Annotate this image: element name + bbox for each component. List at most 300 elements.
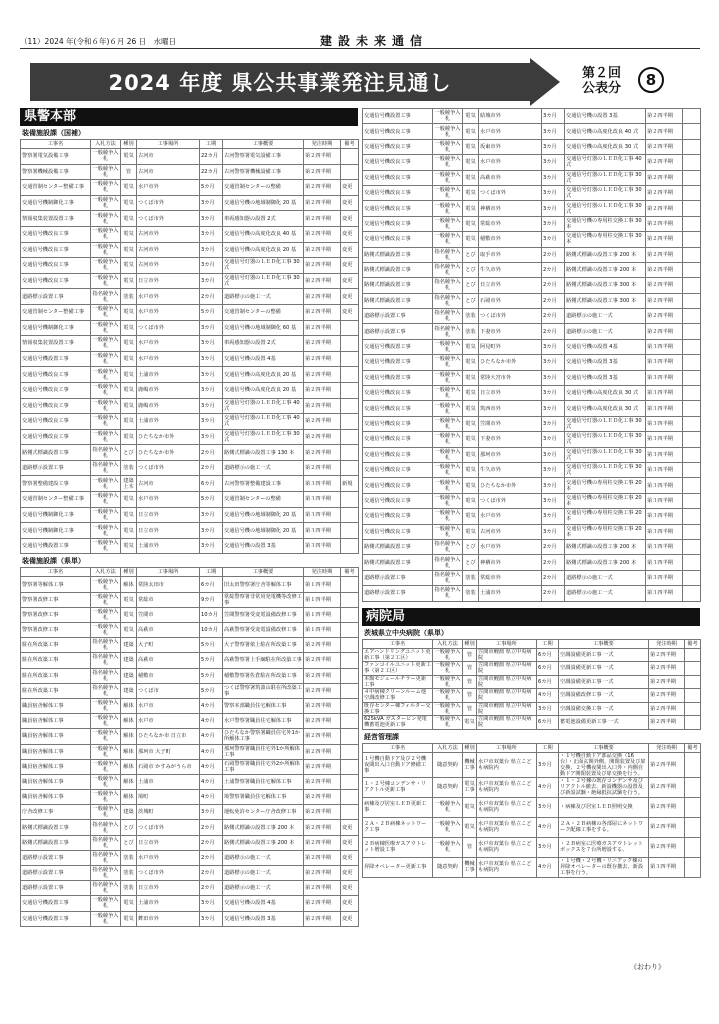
table-cell: 水戸市外 bbox=[137, 850, 200, 865]
column-header: 工事概要 bbox=[559, 743, 649, 752]
table-cell: 変更 bbox=[341, 242, 359, 258]
table-cell: 職員宿舎解体工事 bbox=[21, 714, 91, 729]
table-cell: 交通信号機の高度化改良 30 式 bbox=[565, 401, 646, 416]
table-row bbox=[21, 336, 359, 352]
table-cell: 解体 bbox=[121, 714, 137, 729]
table-cell bbox=[341, 398, 359, 414]
table-cell: 電気 bbox=[121, 507, 137, 523]
table-cell: 一般競争入札 bbox=[433, 155, 463, 170]
table-cell: 4カ月 bbox=[200, 729, 223, 744]
column-header: 入札方法 bbox=[91, 568, 121, 577]
table-cell bbox=[683, 309, 701, 324]
table-cell: 一般競争入札 bbox=[433, 797, 463, 817]
table-row bbox=[21, 211, 359, 227]
table-cell: 警察署改修工事 bbox=[21, 623, 91, 638]
table-row bbox=[363, 462, 701, 477]
table-cell: 交通信号機改良工事 bbox=[363, 401, 433, 416]
table-row bbox=[363, 247, 701, 262]
table-cell: 道路標示の施工一式 bbox=[223, 881, 304, 896]
table-cell: つくば市 bbox=[137, 683, 200, 698]
table-cell: 一般競争入札 bbox=[91, 336, 121, 352]
table-cell: ・２Ｂ病室に医療ガスアウトレットボックスを７台所増設する。 bbox=[559, 837, 649, 857]
table-cell bbox=[341, 592, 359, 607]
table-row bbox=[363, 586, 701, 601]
table-cell: 10カ月 bbox=[200, 607, 223, 622]
table-cell: 変更 bbox=[341, 226, 359, 242]
table-cell: 第２四半期 bbox=[646, 109, 683, 124]
table-cell: 第３四半期 bbox=[646, 462, 683, 477]
table-cell: 3カ月 bbox=[200, 336, 223, 352]
table-cell: 交通信号機改良工事 bbox=[363, 124, 433, 139]
table-cell: 建築 bbox=[121, 805, 137, 820]
table-cell: 2カ月 bbox=[542, 293, 565, 308]
table-row bbox=[363, 509, 701, 524]
table-cell: 境警察署職員住宅解体工事 bbox=[223, 790, 304, 805]
table-cell: 3カ月 bbox=[542, 170, 565, 185]
table-cell: 一般競争入札 bbox=[91, 429, 121, 445]
column-header: 工事名 bbox=[363, 743, 433, 752]
table-cell: とび bbox=[463, 278, 479, 293]
table-cell: 交通信号機改良工事 bbox=[363, 232, 433, 247]
table-cell: 電気 bbox=[121, 211, 137, 227]
table-cell: 交通信号機改良工事 bbox=[363, 139, 433, 154]
table-row bbox=[21, 714, 359, 729]
table-cell: 第３四半期 bbox=[646, 386, 683, 401]
table-cell: 塗装 bbox=[463, 309, 479, 324]
table-cell: 交通信号機改良工事 bbox=[363, 216, 433, 231]
table-cell: 古河市外 bbox=[137, 242, 200, 258]
table-cell: 3カ月 bbox=[542, 386, 565, 401]
table-cell: とび bbox=[463, 539, 479, 554]
end-mark: 《おわり》 bbox=[630, 963, 665, 971]
table-cell bbox=[683, 109, 701, 124]
table-cell: 一般競争入札 bbox=[91, 729, 121, 744]
table-cell: 3カ月 bbox=[542, 493, 565, 508]
table-row bbox=[363, 555, 701, 570]
table-row bbox=[363, 355, 701, 370]
table-cell: 第２四半期 bbox=[304, 698, 341, 713]
table-cell: 日立市外 bbox=[137, 881, 200, 896]
table-cell: 3カ月 bbox=[200, 320, 223, 336]
table-cell: 病棟及び居室ＬＥＤ更新工事 bbox=[363, 797, 433, 817]
table-cell: 水戸市外 bbox=[137, 492, 200, 508]
table-cell: つくば市外 bbox=[137, 460, 200, 476]
table-cell: 水戸市外 bbox=[137, 304, 200, 320]
table-cell: 交通信号機改良工事 bbox=[21, 226, 91, 242]
table-cell: つくば市外 bbox=[479, 309, 542, 324]
table-cell: 水戸市外 bbox=[137, 289, 200, 305]
table-cell: 常総市外 bbox=[479, 216, 542, 231]
table-cell: 解体 bbox=[121, 577, 137, 592]
table-cell: 一般競争入札 bbox=[433, 339, 463, 354]
table-cell: 笠間市 bbox=[137, 607, 200, 622]
table-cell: 3カ月 bbox=[542, 416, 565, 431]
table-cell: 電気 bbox=[121, 351, 137, 367]
table-cell: 一般競争入札 bbox=[433, 185, 463, 200]
table-cell: 警察署機械設備工事 bbox=[21, 164, 91, 180]
table-cell: 交通信号機の高度化改良 20 基 bbox=[223, 382, 304, 398]
table-cell: 3カ月 bbox=[200, 523, 223, 539]
table-cell: １号機自動ドア及び２号機夜間出入口自動ドア修繕工事 bbox=[363, 752, 433, 777]
table-cell: 4カ月 bbox=[537, 777, 559, 797]
table-cell: 3カ月 bbox=[537, 702, 559, 716]
table-cell: 4カ月 bbox=[200, 698, 223, 713]
table-cell: 交通信号機の設置 3基 bbox=[223, 538, 304, 554]
table-cell: 第３四半期 bbox=[646, 355, 683, 370]
table-cell: 一般競争入札 bbox=[91, 304, 121, 320]
table-cell: 第２四半期 bbox=[304, 164, 341, 180]
table-cell: 第２四半期 bbox=[649, 662, 685, 676]
table-cell: 3カ月 bbox=[200, 226, 223, 242]
table-cell: 2カ月 bbox=[542, 278, 565, 293]
table-cell: 路側式標識の設置工事 130 本 bbox=[223, 445, 304, 461]
column-header: 工期 bbox=[537, 743, 559, 752]
table-cell: 4カ月 bbox=[537, 689, 559, 703]
table-cell: 一般競争入札 bbox=[433, 837, 463, 857]
table-cell: 指名競争入札 bbox=[91, 881, 121, 896]
table-cell: 一般競争入札 bbox=[91, 320, 121, 336]
table-row bbox=[363, 570, 701, 585]
table-cell: 第２四半期 bbox=[646, 139, 683, 154]
round-line2: 公表分 bbox=[582, 81, 622, 96]
table-cell: 一般競争入札 bbox=[91, 538, 121, 554]
table-cell: ひたちなか警察署職員住宅外1か所解体工事 bbox=[223, 729, 304, 744]
police-table-continued bbox=[362, 108, 701, 602]
column-header: 工期 bbox=[537, 639, 559, 648]
table-cell bbox=[685, 662, 701, 676]
table-cell: 電気 bbox=[463, 109, 479, 124]
table-cell: 旧太田警察署庁舎等解体工事 bbox=[223, 577, 304, 592]
table-cell bbox=[683, 555, 701, 570]
table-cell: 指名競争入札 bbox=[433, 309, 463, 324]
table-cell bbox=[683, 216, 701, 231]
table-row bbox=[21, 881, 359, 896]
table-cell: 5カ月 bbox=[200, 683, 223, 698]
table-cell: 第２四半期 bbox=[304, 653, 341, 668]
table-cell: 一般競争入札 bbox=[433, 509, 463, 524]
table-cell: 電気 bbox=[463, 139, 479, 154]
table-cell: 結城市外 bbox=[479, 109, 542, 124]
table-cell: 鹿嶋市外 bbox=[137, 382, 200, 398]
table-cell: 建築 bbox=[121, 653, 137, 668]
table-cell bbox=[341, 683, 359, 698]
table-cell: 交通信号灯器のＬＥＤ化工事 30 式 bbox=[223, 258, 304, 274]
table-row bbox=[363, 648, 701, 662]
table-cell: 新規 bbox=[341, 476, 359, 492]
table-row bbox=[363, 201, 701, 216]
table-cell: 3カ月 bbox=[542, 478, 565, 493]
table-cell: 指名競争入札 bbox=[91, 445, 121, 461]
table-cell bbox=[683, 262, 701, 277]
table-cell: 第２四半期 bbox=[304, 367, 341, 383]
table-row bbox=[363, 109, 701, 124]
table-cell: 電気工事 bbox=[463, 777, 477, 797]
table-cell: 電気 bbox=[121, 226, 137, 242]
table-cell bbox=[341, 638, 359, 653]
table-cell: 第２四半期 bbox=[304, 714, 341, 729]
table-cell: 空調設備改修工事 一式 bbox=[559, 689, 649, 703]
table-cell: 電気 bbox=[121, 538, 137, 554]
table-cell: 路側式標識設置工事 bbox=[21, 820, 91, 835]
table-cell bbox=[683, 185, 701, 200]
table-cell: 3カ月 bbox=[537, 837, 559, 857]
table-cell: 塗装 bbox=[463, 324, 479, 339]
table-cell: 古河警察署電気設備工事 bbox=[223, 149, 304, 165]
table-cell: 路側式標識設置工事 bbox=[363, 293, 433, 308]
table-row bbox=[363, 278, 701, 293]
table-cell: 路側式標識の設置工事 300 本 bbox=[565, 278, 646, 293]
table-cell: 3カ月 bbox=[542, 462, 565, 477]
table-cell: 路側式標識設置工事 bbox=[363, 555, 433, 570]
table-row bbox=[21, 790, 359, 805]
table-cell: 5カ月 bbox=[200, 304, 223, 320]
column-header: 工事場所 bbox=[477, 743, 537, 752]
table-cell: 交通管制センター整備工事 bbox=[21, 492, 91, 508]
table-cell: 警察署改修工事 bbox=[21, 592, 91, 607]
table-cell: 庁舎改修工事 bbox=[21, 805, 91, 820]
table-cell: 情報収集装置設置工事 bbox=[21, 336, 91, 352]
table-cell: 交通信号灯器のＬＥＤ化工事 30 式 bbox=[565, 447, 646, 462]
table-cell: ひたちなか市外 bbox=[137, 445, 200, 461]
column-header: 工事名 bbox=[21, 568, 91, 577]
table-cell: 3カ月 bbox=[200, 242, 223, 258]
table-cell: 交通信号機設置工事 bbox=[363, 355, 433, 370]
table-cell: 指名競争入札 bbox=[433, 539, 463, 554]
table-cell: 神栖市外 bbox=[479, 201, 542, 216]
table-cell: 交通信号機設置工事 bbox=[21, 351, 91, 367]
table-cell: 交通信号機の高度化改良 30 式 bbox=[565, 386, 646, 401]
table-cell: 交通信号機の地域制御化 20 基 bbox=[223, 195, 304, 211]
table-cell bbox=[341, 336, 359, 352]
table-cell: 第２四半期 bbox=[646, 201, 683, 216]
table-cell: 交通信号機改良工事 bbox=[363, 386, 433, 401]
table-cell: 建築 bbox=[121, 683, 137, 698]
table-cell: 道路標示設置工事 bbox=[21, 850, 91, 865]
table-cell bbox=[341, 382, 359, 398]
table-cell: 3カ月 bbox=[200, 398, 223, 414]
table-cell bbox=[683, 278, 701, 293]
table-cell: 3カ月 bbox=[542, 216, 565, 231]
table-cell: 古河市外 bbox=[137, 258, 200, 274]
table-cell: 電気 bbox=[121, 523, 137, 539]
table-cell: 第２四半期 bbox=[304, 460, 341, 476]
table-cell: 交通信号機の設置 4基 bbox=[223, 351, 304, 367]
table-cell: 指名競争入札 bbox=[433, 555, 463, 570]
table-cell: 管 bbox=[463, 662, 477, 676]
table-cell: 第３四半期 bbox=[646, 509, 683, 524]
table-cell: 交通信号機の高度化改良 40 式 bbox=[565, 124, 646, 139]
table-cell: 3カ月 bbox=[200, 896, 223, 911]
table-cell: 第２四半期 bbox=[646, 124, 683, 139]
table-cell: 電気 bbox=[121, 336, 137, 352]
table-cell: 塗装 bbox=[121, 866, 137, 881]
table-cell: 第２四半期 bbox=[304, 211, 341, 227]
table-cell: 路側式標識設置工事 bbox=[363, 278, 433, 293]
table-cell: つくば市外 bbox=[137, 211, 200, 227]
newspaper-title: 建設未来通信 bbox=[320, 34, 429, 48]
table-cell: 第２四半期 bbox=[304, 668, 341, 683]
table-cell: 第２四半期 bbox=[304, 744, 341, 759]
table-cell bbox=[685, 716, 701, 730]
column-header: 備考 bbox=[341, 568, 359, 577]
table-cell: 道路標示設置工事 bbox=[21, 881, 91, 896]
table-cell: 4カ月 bbox=[200, 759, 223, 774]
table-cell: 2カ月 bbox=[542, 586, 565, 601]
table-cell: 5カ月 bbox=[200, 653, 223, 668]
table-cell bbox=[341, 744, 359, 759]
table-cell bbox=[341, 774, 359, 789]
table-cell: 交通信号機改良工事 bbox=[363, 155, 433, 170]
hospital-table-1 bbox=[362, 639, 701, 730]
column-header: 工事名 bbox=[21, 140, 91, 149]
table-cell: 4カ月 bbox=[200, 790, 223, 805]
table-row bbox=[21, 149, 359, 165]
table-cell: 電気 bbox=[463, 817, 477, 837]
table-cell: 一般競争入札 bbox=[433, 648, 463, 662]
table-cell: 坂東市外 bbox=[479, 139, 542, 154]
table-cell: 第１四半期 bbox=[304, 577, 341, 592]
table-cell bbox=[341, 414, 359, 430]
column-header: 入札方法 bbox=[433, 743, 463, 752]
table-cell: ひたちなか市 日立市 bbox=[137, 729, 200, 744]
table-row bbox=[21, 164, 359, 180]
table-cell: 電気 bbox=[463, 170, 479, 185]
table-cell: とび bbox=[463, 247, 479, 262]
table-cell: 交通信号機の設置 3基 bbox=[565, 109, 646, 124]
table-cell: 電気 bbox=[121, 429, 137, 445]
table-row bbox=[363, 170, 701, 185]
table-cell: 土浦市 bbox=[137, 774, 200, 789]
table-cell: 3カ月 bbox=[200, 507, 223, 523]
table-cell bbox=[685, 689, 701, 703]
table-cell: 10カ月 bbox=[200, 623, 223, 638]
table-cell: 塗装 bbox=[121, 881, 137, 896]
table-cell: 変更 bbox=[341, 866, 359, 881]
table-row bbox=[21, 683, 359, 698]
table-cell: 一般競争入札 bbox=[91, 149, 121, 165]
table-cell: 道路標示の施工一式 bbox=[565, 570, 646, 585]
table-cell: 交通信号機改良工事 bbox=[363, 493, 433, 508]
table-row bbox=[21, 820, 359, 835]
table-cell: 常陸大宮市外 bbox=[479, 370, 542, 385]
table-cell: つくば市外 bbox=[137, 866, 200, 881]
table-cell: 指名競争入札 bbox=[91, 866, 121, 881]
table-cell: 一般競争入札 bbox=[433, 139, 463, 154]
table-cell: 一般競争入札 bbox=[91, 398, 121, 414]
table-cell: 下妻市外 bbox=[479, 432, 542, 447]
table-cell: 第３四半期 bbox=[646, 339, 683, 354]
table-cell: 一般競争入札 bbox=[433, 401, 463, 416]
table-row bbox=[21, 492, 359, 508]
table-cell: 駐在所改築工事 bbox=[21, 683, 91, 698]
table-cell: 交通信号機の高度化改良 20 基 bbox=[223, 367, 304, 383]
table-cell: 日立市外 bbox=[479, 278, 542, 293]
table-cell: 交通信号灯器のＬＥＤ化工事 30 式 bbox=[565, 185, 646, 200]
table-cell: 解体 bbox=[121, 759, 137, 774]
table-cell: 運転免許センター庁舎改修工事 bbox=[223, 805, 304, 820]
table-cell: 道路標示設置工事 bbox=[21, 289, 91, 305]
table-cell: 第２四半期 bbox=[649, 837, 685, 857]
table-row bbox=[21, 523, 359, 539]
table-cell: 古河警察署機械設備工事 bbox=[223, 164, 304, 180]
table-cell: 第２四半期 bbox=[304, 304, 341, 320]
table-cell: 5カ月 bbox=[200, 492, 223, 508]
table-cell: 常総市 bbox=[137, 592, 200, 607]
table-cell: 道路標示設置工事 bbox=[363, 309, 433, 324]
table-cell: 第２四半期 bbox=[649, 675, 685, 689]
table-cell: 指名競争入札 bbox=[91, 638, 121, 653]
table-cell: 随意契約 bbox=[433, 777, 463, 797]
table-cell: 交通管制センター整備工事 bbox=[21, 304, 91, 320]
table-cell: 蓄電池設備更新工事 一式 bbox=[559, 716, 649, 730]
table-cell: 電気 bbox=[463, 493, 479, 508]
table-cell: 2カ月 bbox=[200, 820, 223, 835]
table-cell: 第３四半期 bbox=[304, 507, 341, 523]
table-cell: 警察署等解体工事 bbox=[21, 577, 91, 592]
table-cell: 管 bbox=[121, 164, 137, 180]
table-cell: 牛久市外 bbox=[479, 262, 542, 277]
table-cell: 水戸市 bbox=[137, 698, 200, 713]
table-cell: 3カ月 bbox=[200, 382, 223, 398]
table-cell: 高萩市 bbox=[137, 653, 200, 668]
table-cell: 職員宿舎解体工事 bbox=[21, 790, 91, 805]
table-cell: 変更 bbox=[341, 820, 359, 835]
table-row bbox=[21, 226, 359, 242]
table-cell: 第３四半期 bbox=[646, 524, 683, 539]
table-cell: 3カ月 bbox=[542, 124, 565, 139]
table-row bbox=[21, 289, 359, 305]
table-cell: 3カ月 bbox=[200, 258, 223, 274]
table-cell: 交通信号機改良工事 bbox=[21, 429, 91, 445]
table-row bbox=[363, 386, 701, 401]
table-cell: 交通信号機設置工事 bbox=[21, 896, 91, 911]
table-cell: 第２四半期 bbox=[304, 881, 341, 896]
table-cell: 3カ月 bbox=[200, 414, 223, 430]
table-cell: 交通管制センターの整備 bbox=[223, 492, 304, 508]
table-cell: 路側式標識の設置工事 200 本 bbox=[223, 820, 304, 835]
table-cell: 一般競争入札 bbox=[91, 911, 121, 926]
table-cell bbox=[341, 429, 359, 445]
right-column bbox=[362, 108, 700, 878]
table-cell: 第２四半期 bbox=[304, 273, 341, 289]
table-cell: 高萩市外 bbox=[479, 170, 542, 185]
table-cell: 職員宿舎解体工事 bbox=[21, 698, 91, 713]
table-cell: 6カ月 bbox=[537, 662, 559, 676]
table-row bbox=[21, 460, 359, 476]
table-cell: 一般競争入札 bbox=[433, 662, 463, 676]
table-cell: 第２四半期 bbox=[304, 258, 341, 274]
table-cell: 変更 bbox=[341, 881, 359, 896]
table-cell: 阿見町外 bbox=[479, 339, 542, 354]
table-row bbox=[21, 668, 359, 683]
table-cell: 変更 bbox=[341, 211, 359, 227]
table-cell: 一般競争入札 bbox=[433, 109, 463, 124]
table-cell: 道路標示設置工事 bbox=[363, 324, 433, 339]
table-row bbox=[363, 837, 701, 857]
table-row bbox=[21, 759, 359, 774]
table-row bbox=[363, 139, 701, 154]
table-cell: 職員宿舎解体工事 bbox=[21, 744, 91, 759]
table-cell: 電気 bbox=[121, 623, 137, 638]
table-row bbox=[363, 675, 701, 689]
table-cell: 電気 bbox=[463, 124, 479, 139]
table-cell: 第２四半期 bbox=[646, 247, 683, 262]
table-cell: 情報収集装置設置工事 bbox=[21, 211, 91, 227]
table-cell: 一般競争入札 bbox=[91, 896, 121, 911]
table-row bbox=[21, 398, 359, 414]
column-header: 工事概要 bbox=[559, 639, 649, 648]
table-cell: 3カ月 bbox=[200, 367, 223, 383]
